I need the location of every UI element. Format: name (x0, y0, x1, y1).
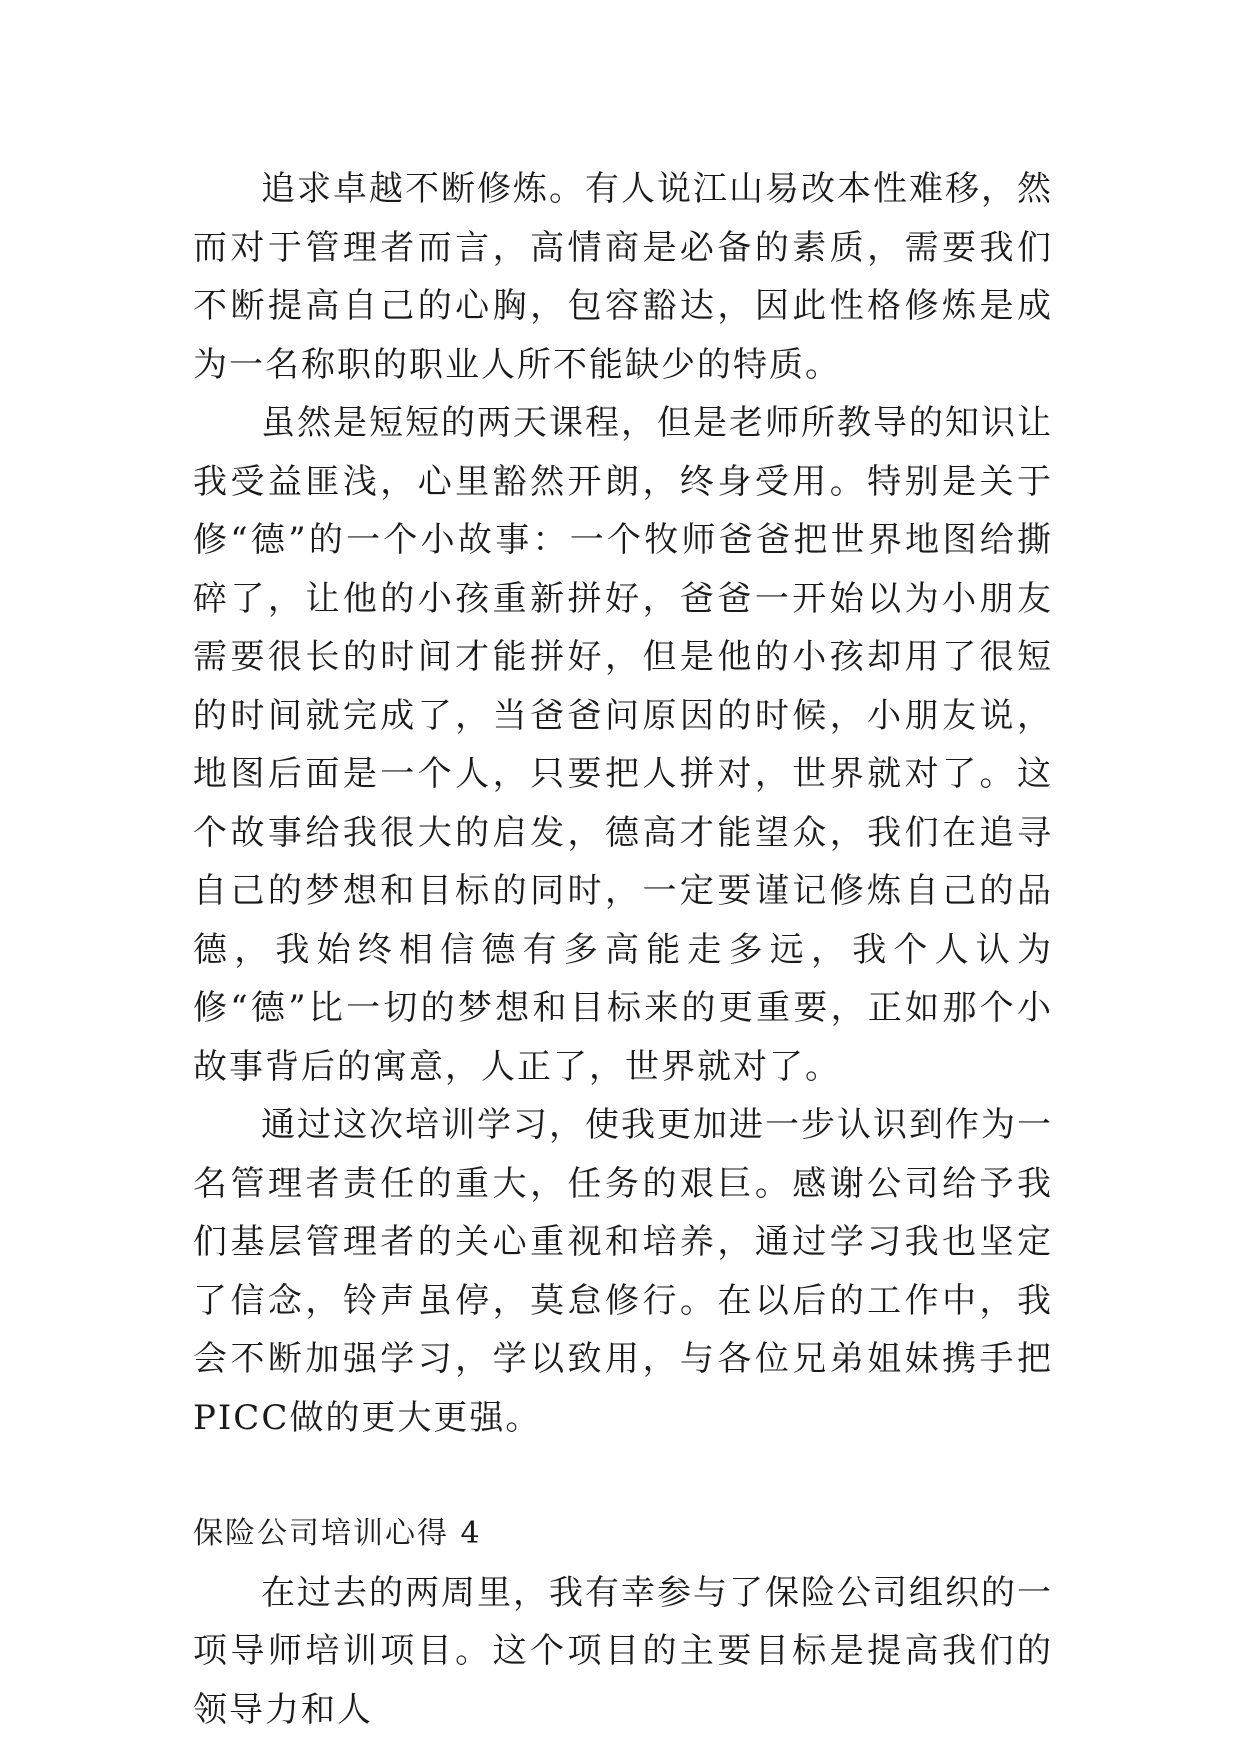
paragraph-2: 虽然是短短的两天课程，但是老师所教导的知识让我受益匪浅，心里豁然开朗，终身受用。特别是关于修“德”的一个小故事：一个牧师爸爸把世界地图给撕碎了，让他的小孩重新拼好，爸爸一开始以为小朋友需要很长的时间才能拼好，但是他的小孩却用了很短的时间就完成了，当爸爸问原因的时候，小朋友说，地图后面是一个人，只要把人拼对，世界就对了。这个故事给我很大的启发，德高才能望众，我们在追寻自己的梦想和目标的同时，一定要谨记修炼自己的品德，我始终相信德有多高能走多远，我个人认为修“德”比一切的梦想和目标来的更重要，正如那个小故事背后的寓意，人正了，世界就对了。 (193, 403, 1053, 1087)
section-heading: 保险公司培训心得 4 (193, 1516, 482, 1551)
paragraph-3: 通过这次培训学习，使我更加进一步认识到作为一名管理者责任的重大，任务的艰巨。感谢公司给予我们基层管理者的关心重视和培养，通过学习我也坚定了信念，铃声虽停，莫怠修行。在以后的工作中，我会不断加强学习，学以致用，与各位兄弟姐妹携手把PICC做的更大更强。 (193, 1105, 1053, 1438)
paragraph-1: 追求卓越不断修炼。有人说江山易改本性难移，然而对于管理者而言，高情商是必备的素质，需要我们不断提高自己的心胸，包容豁达，因此性格修炼是成为一名称职的职业人所不能缺少的特质。 (193, 169, 1053, 385)
document-body (193, 160, 1053, 1739)
paragraph-4: 在过去的两周里，我有幸参与了保险公司组织的一项导师培训项目。这个项目的主要目标是提高我们的领导力和人 (193, 1572, 1053, 1730)
